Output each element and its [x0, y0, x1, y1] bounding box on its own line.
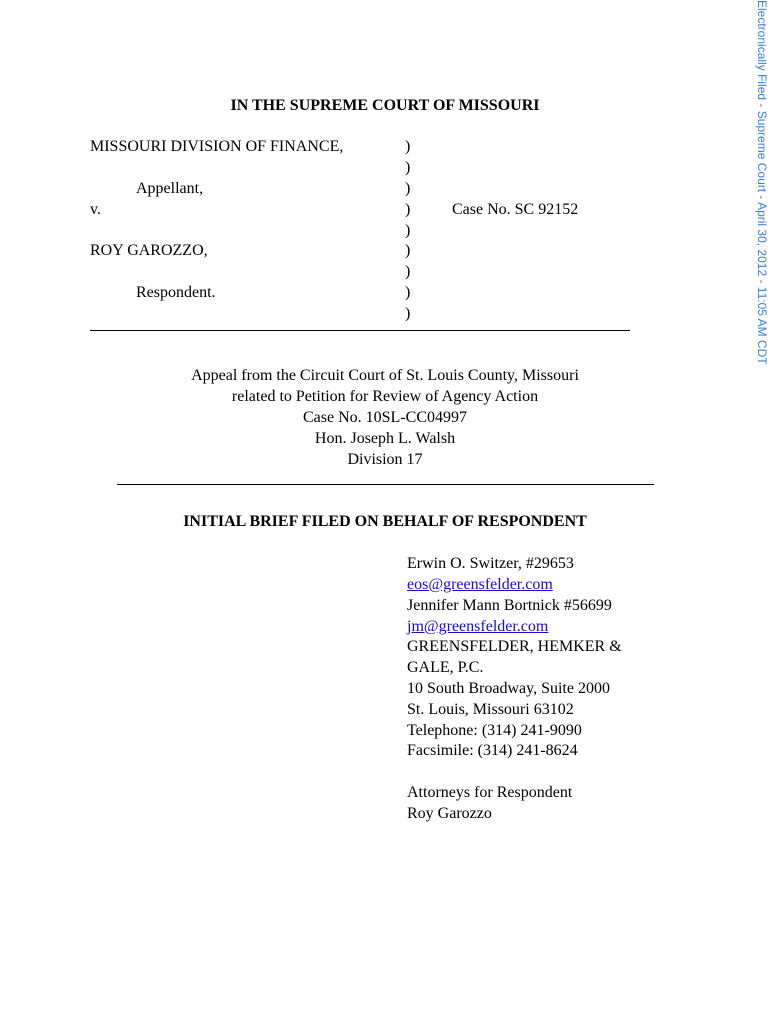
address-line-2: St. Louis, Missouri 63102 — [407, 701, 574, 718]
attorney-role-line-2: Roy Garozzo — [407, 805, 492, 822]
caption-paren: ) — [405, 159, 411, 176]
firm-name-line-2: GALE, P.C. — [407, 659, 484, 676]
caption-paren: ) — [405, 138, 411, 155]
respondent-role: Respondent. — [136, 284, 216, 301]
attorney-2: Jennifer Mann Bortnick #56699 — [407, 597, 612, 614]
caption-paren: ) — [405, 201, 411, 218]
appeal-line-3: Case No. 10SL-CC04997 — [303, 409, 467, 426]
caption-paren: ) — [405, 284, 411, 301]
firm-name-line-1: GREENSFELDER, HEMKER & — [407, 638, 622, 655]
email-link-2[interactable]: jm@greensfelder.com — [407, 618, 549, 635]
appellant-role: Appellant, — [136, 180, 204, 197]
telephone: Telephone: (314) 241-9090 — [407, 722, 582, 739]
attorney-role-line-1: Attorneys for Respondent — [407, 784, 573, 801]
caption-paren: ) — [405, 180, 411, 197]
address-line-1: 10 South Broadway, Suite 2000 — [407, 680, 610, 697]
versus-label: v. — [90, 201, 101, 218]
caption-paren: ) — [405, 222, 411, 239]
caption-paren: ) — [405, 242, 411, 259]
appeal-line-5: Division 17 — [347, 451, 423, 468]
case-number: Case No. SC 92152 — [452, 201, 579, 218]
respondent-name: ROY GAROZZO, — [90, 242, 208, 259]
facsimile: Facsimile: (314) 241-8624 — [407, 742, 578, 759]
caption-divider — [90, 330, 630, 331]
attorney-1: Erwin O. Switzer, #29653 — [407, 555, 574, 572]
caption-paren: ) — [405, 263, 411, 280]
appeal-divider — [117, 484, 654, 485]
court-title: IN THE SUPREME COURT OF MISSOURI — [230, 97, 540, 114]
email-link-1[interactable]: eos@greensfelder.com — [407, 576, 553, 593]
appeal-line-1: Appeal from the Circuit Court of St. Louis County, Missouri — [191, 367, 579, 384]
appellant-name: MISSOURI DIVISION OF FINANCE, — [90, 138, 344, 155]
appeal-line-4: Hon. Joseph L. Walsh — [314, 430, 456, 447]
brief-title: INITIAL BRIEF FILED ON BEHALF OF RESPONDENT — [183, 513, 587, 530]
filing-stamp: Electronically Filed - Supreme Court - April 30, 2012 - 11:05 AM CDT — [755, 0, 769, 365]
appeal-line-2: related to Petition for Review of Agency Action — [231, 388, 539, 405]
caption-paren: ) — [405, 305, 411, 322]
